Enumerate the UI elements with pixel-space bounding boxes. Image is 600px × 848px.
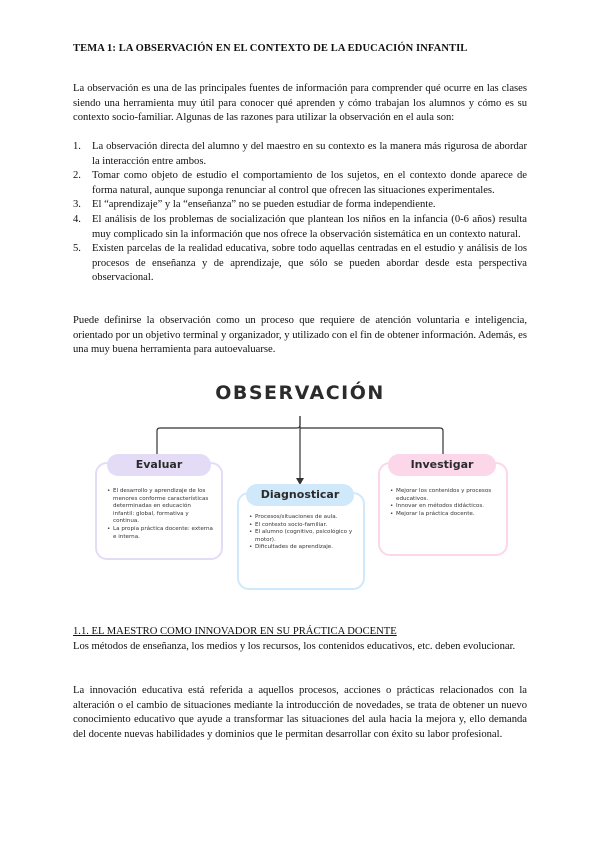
list-item: • Procesos/situaciones de aula.	[249, 514, 357, 522]
section-heading: 1.1. EL MAESTRO COMO INNOVADOR EN SU PRÁCTICA DOCENTE	[73, 626, 397, 637]
evaluar-label: Evaluar	[107, 454, 211, 476]
list-item: 4. El análisis de los problemas de socialización que plantean los niños en la infancia (0-6 años) resulta muy complicado sin la información que nos ofrece la observación sistemática en un contexto natural.	[73, 213, 527, 240]
diagnosticar-box	[237, 492, 365, 590]
page-title: TEMA 1: LA OBSERVACIÓN EN EL CONTEXTO DE LA EDUCACIÓN INFANTIL	[73, 43, 468, 54]
evaluar-box	[95, 462, 223, 560]
connector-evaluar	[157, 416, 300, 456]
investigar-label: Investigar	[388, 454, 496, 476]
diagnosticar-label: Diagnosticar	[246, 484, 354, 506]
list-item: • Innovar en métodos didácticos.	[390, 503, 498, 511]
list-item: 3. El “aprendizaje” y la “enseñanza” no se pueden estudiar de forma independiente.	[73, 199, 436, 211]
list-item: 2. Tomar como objeto de estudio el comportamiento de los sujetos, en el contexto donde aparece de forma natural, aunque suponga renunciar al control que ofrecen las situaciones experimentales.	[73, 170, 527, 196]
intro-paragraph: La observación es una de las principales fuentes de información para comprender qué ocurre en las clases siendo una herramienta muy útil para conocer qué aprenden y cómo trabajan los alumnos y cómo es su contexto socio-familiar. Algunas de las razones para utilizar la observación en el aula son:	[73, 83, 527, 124]
diagnosticar-items	[249, 514, 357, 552]
connector-investigar	[300, 428, 443, 456]
list-item: • Mejorar la práctica docente.	[390, 511, 498, 519]
list-item: • Dificultades de aprendizaje.	[249, 544, 357, 552]
diagram-title: OBSERVACIÓN	[215, 382, 385, 404]
section-paragraph-2: La innovación educativa está referida a aquellos procesos, acciones o prácticas relacionados con la alteración o el cambio de situaciones mediante la introducción de novedades, se trata de obtener un nuevo conocimiento educativo que ayude a transformar las situaciones del aula hacia la mejora y, ello demanda del docente nuevas habilidades y dominios que le permitan desarrollar con éxito su labor profesional.	[73, 685, 527, 740]
list-item: • El alumno (cognitivo, psicológico y motor).	[249, 529, 357, 544]
list-item: • El desarrollo y aprendizaje de los menores conforme características determinadas en educación infantil: global, formativa y continua.	[107, 488, 213, 526]
section-paragraph-1: Los métodos de enseñanza, los medios y los recursos, los contenidos educativos, etc. deben evolucionar.	[73, 641, 516, 652]
reasons-list	[73, 140, 527, 286]
list-item: • La propia práctica docente: externa e interna.	[107, 526, 213, 541]
list-item: 5. Existen parcelas de la realidad educativa, sobre todo aquellas centradas en el estudio y análisis de los procesos de enseñanza y de aprendizaje, que sólo se pueden abordar desde esta perspectiva observacional.	[73, 243, 527, 284]
evaluar-items	[107, 488, 213, 541]
list-item: 1. La observación directa del alumno y del maestro en su contexto es la manera más rigurosa de abordar la interacción entre ambos.	[73, 141, 527, 167]
investigar-box	[378, 462, 508, 556]
observacion-diagram	[0, 370, 600, 600]
list-item: • Mejorar los contenidos y procesos educativos.	[390, 488, 498, 503]
list-item: • El contexto socio-familiar.	[249, 522, 357, 530]
definition-paragraph: Puede definirse la observación como un proceso que requiere de atención voluntaria e inteligencia, orientado por un objetivo terminal y organizador, y utilizado con el fin de obtener información. Además, es una muy buena herramienta para autoevaluarse.	[73, 315, 527, 356]
investigar-items	[390, 488, 498, 518]
